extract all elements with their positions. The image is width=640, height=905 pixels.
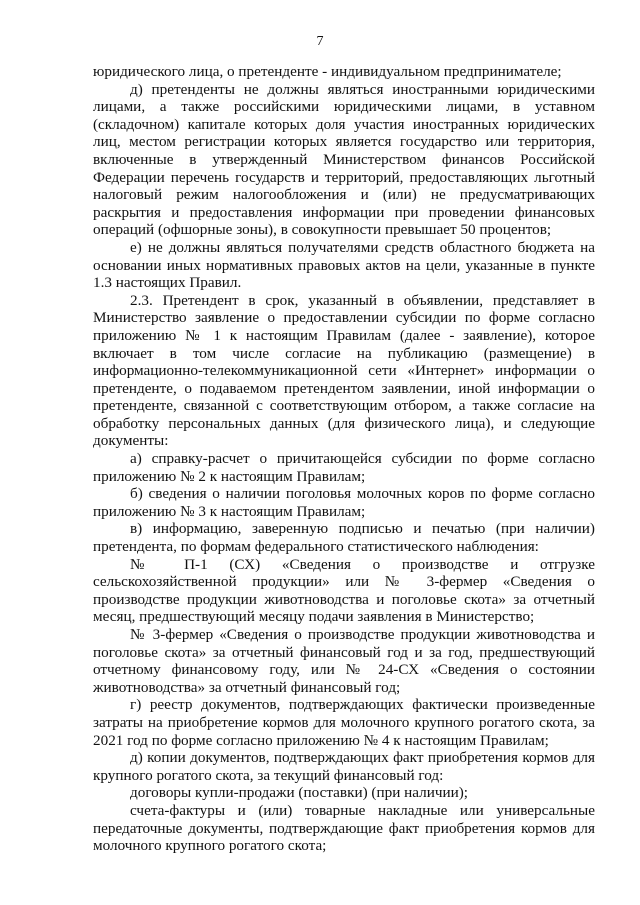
paragraph-item-d-copies: д) копии документов, подтверждающих факт приобретения кормов для крупного рогатого скота, за текущий финансовый год: [93, 749, 595, 784]
paragraph-form-3-farmer: № 3-фермер «Сведения о производстве продукции животноводства и поголовье скота» за отчетный финансовый год и за год, предшествующий отчетному финансовому году, или № 24-СХ «Сведения о состоянии животноводства» за отчетный финансовый год; [93, 626, 595, 696]
paragraph-section-2-3: 2.3. Претендент в срок, указанный в объявлении, представляет в Министерство заявление о предоставлении субсидии по форме согласно приложению № 1 к настоящим Правилам (далее - заявление), которое включает в том числе согласие на публикацию (размещение) в информационно-телекоммуникационной сети «Интернет» информации о претенденте, о подаваемом претендентом заявлении, иной информации о претенденте, связанной с соответствующим отбором, а также согласие на обработку персональных данных (для физического лица), и следующие документы: [93, 291, 595, 450]
paragraph-item-d-foreign-entities: д) претенденты не должны являться иностранными юридическими лицами, а также российскими юридическими лицами, в уставном (складочном) капитале которых доля участия иностранных юридических лиц, местом регистрации которых является государство или территория, включенные в утвержденный Министерством финансов Российской Федерации перечень государств и территорий, предоставляющих льготный налоговый режим налогообложения и (или) не предусматривающих раскрытия и предоставления информации при проведении финансовых операций (офшорные зоны), в совокупности превышает 50 процентов; [93, 80, 595, 239]
paragraph-form-p1-sh: № П-1 (СХ) «Сведения о производстве и отгрузке сельскохозяйственной продукции» или № 3-фермер «Сведения о производстве продукции животноводства и поголовье скота» за отчетный месяц, предшествующий месяцу подачи заявления в Министерство; [93, 555, 595, 626]
document-body [93, 63, 595, 855]
paragraph-contracts: договоры купли-продажи (поставки) (при наличии); [130, 784, 469, 802]
paragraph-item-a-calculation: а) справку-расчет о причитающейся субсидии по форме согласно приложению № 2 к настоящим Правилам; [93, 450, 595, 485]
paragraph-item-e-budget-recipients: е) не должны являться получателями средств областного бюджета на основании иных нормативных правовых актов на цели, указанные в пункте 1.3 настоящих Правил. [93, 238, 595, 292]
paragraph-item-b-cattle-info: б) сведения о наличии поголовья молочных коров по форме согласно приложению № 3 к настоящим Правилам; [93, 485, 595, 520]
page-number: 7 [316, 34, 324, 49]
paragraph-item-g-registry: г) реестр документов, подтверждающих фактически произведенные затраты на приобретение кормов для молочного крупного рогатого скота, за 2021 год по форме согласно приложению № 4 к настоящим Правилам; [93, 696, 595, 749]
paragraph-continuation: юридического лица, о претенденте - индивидуальном предпринимателе; [93, 63, 562, 80]
paragraph-invoices: счета-фактуры и (или) товарные накладные или универсальные передаточные документы, подтверждающие факт приобретения кормов для молочного крупного рогатого скота; [93, 801, 595, 855]
paragraph-item-v-statistics: в) информацию, заверенную подписью и печатью (при наличии) претендента, по формам федерального статистического наблюдения: [93, 520, 595, 556]
